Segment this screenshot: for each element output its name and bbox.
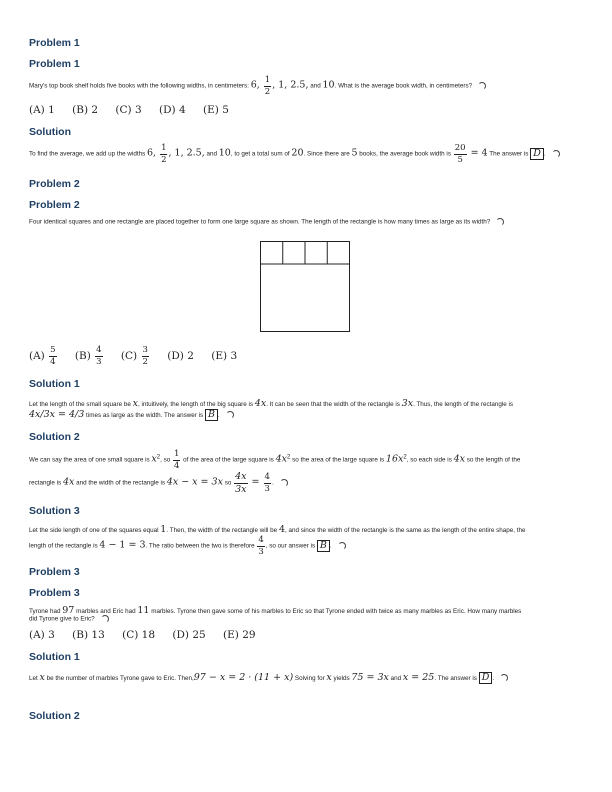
problem-2-solution-3-line-2: length of the rectangle is 4 − 1 = 3. The ratio between the two is therefore $\frac{4}{3}$ , so our answer is B . [29, 536, 346, 556]
choice-b: (B) $\frac{4}{3}$ [74, 345, 102, 367]
problem-2-heading: Problem 2 [29, 178, 80, 190]
problem-2-choices [29, 346, 251, 366]
link-icon[interactable] [226, 411, 234, 419]
choice-d: (D) 25 [172, 629, 206, 641]
problem-1-solution-heading: Solution [29, 126, 71, 138]
choice-d: (D) 2 [167, 350, 194, 362]
choice-a: (A) 1 [29, 104, 55, 116]
problem-2-solution-1-line-1: Let the length of the small square be x, intuitively, the length of the big square is 4x. It can be seen that the width of the rectangle is 3x. Thus, the length of the rectangle is [29, 398, 514, 409]
link-icon[interactable] [280, 479, 288, 487]
problem-2-solution-1-line-2: 4x/3x = 4/3 times as large as the width. The answer is B . [29, 409, 234, 421]
answer-box: D [530, 148, 544, 160]
choice-e: (E) 29 [223, 629, 256, 641]
problem-1-choices [29, 104, 243, 116]
choice-e: (E) 5 [203, 104, 229, 116]
problem-2-solution-3-heading: Solution 3 [29, 505, 80, 517]
fraction: $\frac{20}{5}$ [454, 143, 466, 165]
link-icon[interactable] [496, 218, 504, 226]
fraction: $\frac{1}{2}$ [264, 75, 271, 97]
problem-2-solution-2-line-2: rectangle is 4x and the width of the rectangle is 4x − x = 3x so $\frac{4x}{3x}$ = $\frac{4}{3}$ . [29, 472, 288, 494]
problem-3-text-line-2: did Tyrone give to Eric? [29, 615, 109, 624]
problem-3-choices [29, 629, 270, 641]
problem-3-solution-2-heading: Solution 2 [29, 710, 80, 722]
answer-box: B [317, 540, 330, 552]
answer-box: B [205, 409, 218, 421]
choice-e: (E) 3 [211, 350, 238, 362]
problem-1-solution-text: To find the average, we add up the widths 6, $\frac{1}{2}$ , 1, 2.5, and 10, to get a total sum of 20. Since there are 5 books, the average book width is $\frac{20}{5}$ = 4 The answer is D . [29, 144, 560, 164]
choice-c: (C) 18 [122, 629, 156, 641]
problem-1-heading: Problem 1 [29, 37, 80, 49]
problem-1-text: Mary's top book shelf holds five books with the following widths, in centimeters: 6, $\frac{1}{2}$ , 1, 2.5, and 10. What is the average book width, in centimeters? [29, 76, 486, 96]
fraction: $\frac{1}{2}$ [161, 143, 167, 165]
link-icon[interactable] [552, 150, 560, 158]
problem-2-solution-2-line-1: We can say the area of one small square is x2, so $\frac{1}{4}$ of the area of the large square is 4x2 so the area of the large square is 16x2, so each side is 4x so the length of the [29, 449, 521, 471]
choice-a: (A) 3 [29, 629, 55, 641]
link-icon[interactable] [478, 82, 486, 90]
answer-box: D [479, 672, 493, 684]
problem-2-subheading: Problem 2 [29, 199, 80, 211]
problem-2-solution-1-heading: Solution 1 [29, 378, 80, 390]
choice-a: (A) $\frac{5}{4}$ [29, 345, 56, 367]
choice-b: (B) 13 [72, 629, 105, 641]
problem-2-solution-3-line-1: Let the side length of one of the squares equal 1. Then, the width of the rectangle will be 4, and since the width of the rectangle is the same as the length of the entire shape, the [29, 524, 526, 535]
link-icon[interactable] [338, 542, 346, 550]
problem-3-text-line-1: Tyrone had 97 marbles and Eric had 11 marbles. Tyrone then gave some of his marbles to Eric so that Tyrone ended with twice as many marbles as Eric. How many marbles [29, 605, 522, 616]
choice-d: (D) 4 [159, 104, 186, 116]
squares-diagram [260, 241, 352, 333]
choice-c: (C) 3 [115, 104, 142, 116]
link-icon[interactable] [101, 615, 109, 623]
problem-3-heading: Problem 3 [29, 566, 80, 578]
problem-2-solution-2-heading: Solution 2 [29, 431, 80, 443]
link-icon[interactable] [500, 674, 508, 682]
problem-1-subheading: Problem 1 [29, 58, 80, 70]
choice-c: (C) $\frac{3}{2}$ [120, 345, 148, 367]
problem-2-text: Four identical squares and one rectangle are placed together to form one large square as shown. The length of the rectangle is how many times as large as its width? [29, 218, 504, 227]
problem-3-subheading: Problem 3 [29, 587, 80, 599]
choice-b: (B) 2 [72, 104, 99, 116]
problem-3-solution-1-heading: Solution 1 [29, 651, 80, 663]
problem-3-solution-1-text: Let x be the number of marbles Tyrone gave to Eric. Then,97 − x = 2 · (11 + x) Solving for x yields 75 = 3x and x = 25. The answer is D . [29, 672, 508, 684]
